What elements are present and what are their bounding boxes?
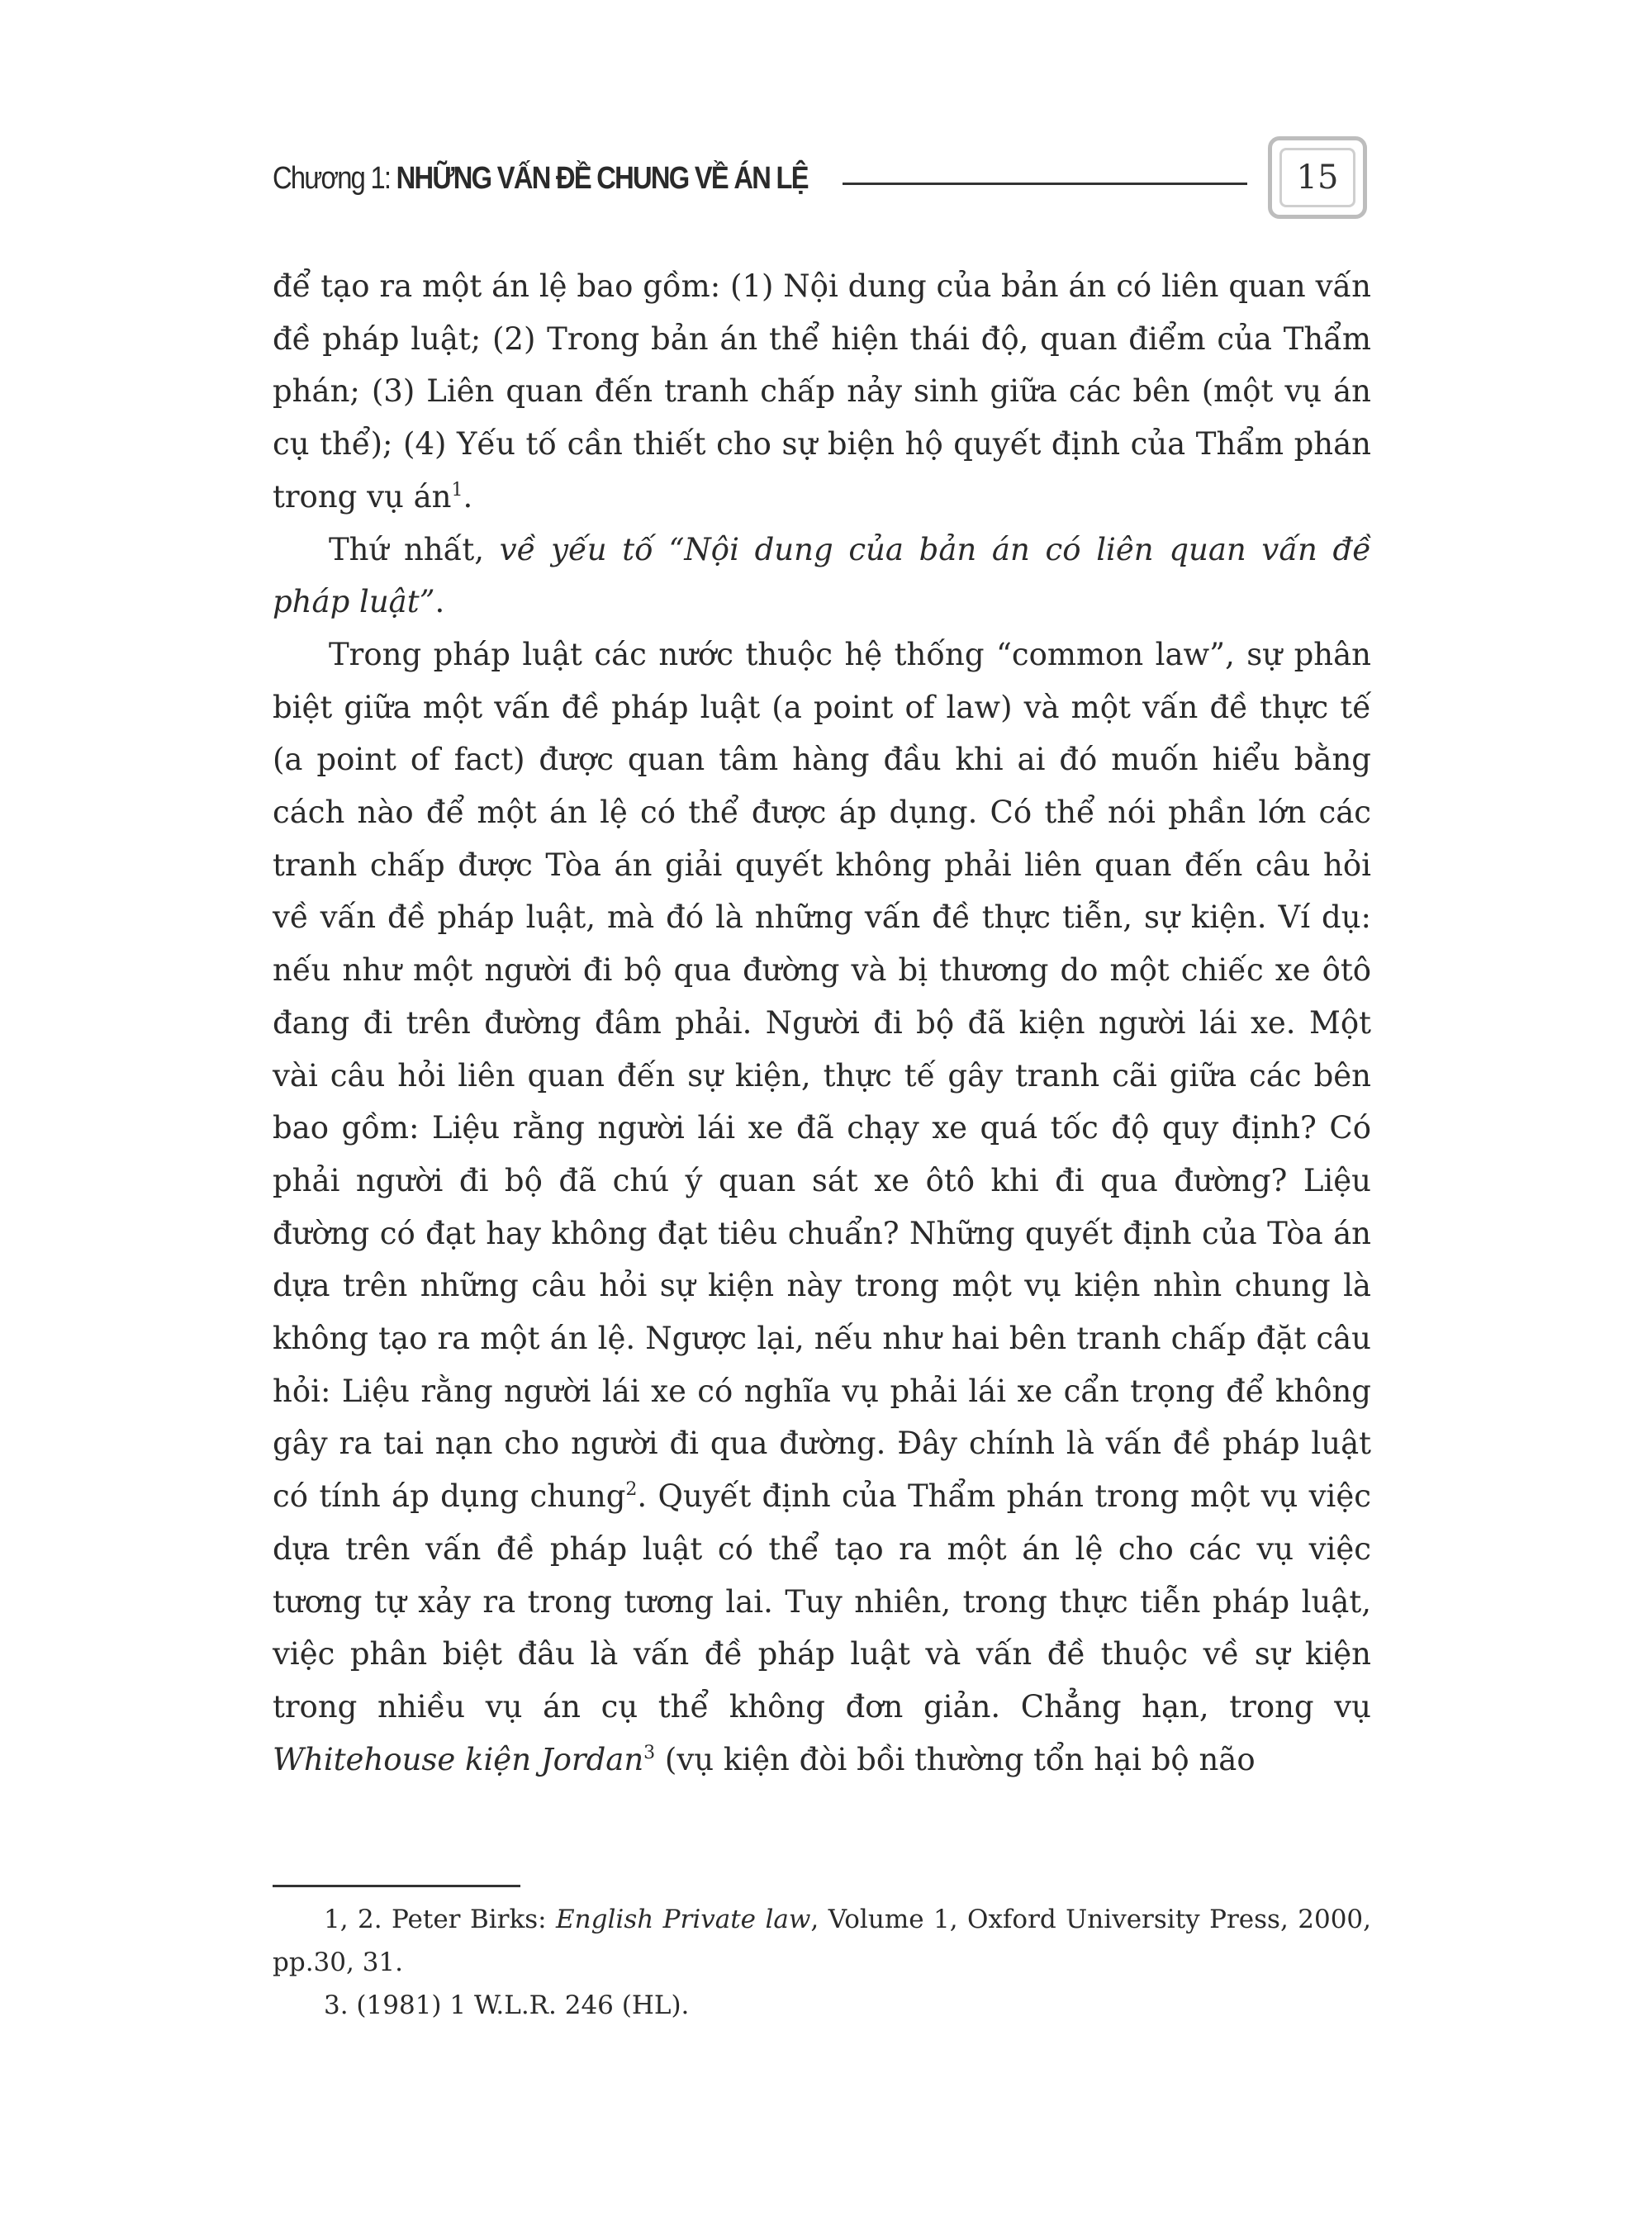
paragraph-2: Thứ nhất, về yếu tố “Nội dung của bản án có liên quan vấn đề pháp luật”.: [273, 531, 1371, 620]
footnote-3: 3. (1981) 1 W.L.R. 246 (HL).: [324, 1990, 690, 2020]
case-name: Whitehouse kiện Jordan: [273, 1741, 644, 1777]
footnote-ref-3[interactable]: 3: [643, 1742, 656, 1763]
footnotes: [273, 1898, 1371, 2027]
chapter-heading: [273, 161, 808, 197]
footnote-separator: [273, 1885, 520, 1887]
header-rule: [843, 183, 1247, 185]
page-number-box: [1268, 136, 1367, 219]
body-text: [273, 260, 1371, 1786]
chapter-prefix: Chương 1:: [273, 161, 396, 196]
footnote-ref-2[interactable]: 2: [625, 1479, 638, 1501]
footnote-ref-1[interactable]: 1: [451, 479, 463, 501]
running-header: [273, 136, 1371, 227]
page-number: 15: [1296, 159, 1339, 197]
chapter-title: NHỮNG VẤN ĐỀ CHUNG VỀ ÁN LỆ: [396, 161, 808, 196]
paragraph-1: để tạo ra một án lệ bao gồm: (1) Nội dung của bản án có liên quan vấn đề pháp luật; (2) Trong bản án thể hiện thái độ, quan điểm của Thẩm phán; (3) Liên quan đến tranh chấp nảy sinh giữa các bên (một vụ án cụ thể); (4) Yếu tố cần thiết cho sự biện hộ quyết định của Thẩm phán trong vụ $án^1$.: [273, 268, 1371, 515]
paragraph-3: Trong pháp luật các nước thuộc hệ thống “common law”, sự phân biệt giữa một vấn đề pháp luật (a point of law) và một vấn đề thực tế (a point of fact) được quan tâm hàng đầu khi ai đó muốn hiểu bằng cách nào để một án lệ có thể được áp dụng. Có thể nói phần lớn các tranh chấp được Tòa án giải quyết không phải liên quan đến câu hỏi về vấn đề pháp luật, mà đó là những vấn đề thực tiễn, sự kiện. Ví dụ: nếu như một người đi bộ qua đường và bị thương do một chiếc xe ôtô đang đi trên đường đâm phải. Người đi bộ đã kiện người lái xe. Một vài câu hỏi liên quan đến sự kiện, thực tế gây tranh cãi giữa các bên bao gồm: Liệu rằng người lái xe đã chạy xe quá tốc độ quy định? Có phải người đi bộ đã chú ý quan sát xe ôtô khi đi qua đường? Liệu đường có đạt hay không đạt tiêu chuẩn? Những quyết định của Tòa án dựa trên những câu hỏi sự kiện này trong một vụ kiện nhìn chung là không tạo ra một án lệ. Ngược lại, nếu như hai bên tranh chấp đặt câu hỏi: Liệu rằng người lái xe có nghĩa vụ phải lái xe cẩn trọng để không gây ra tai nạn cho người đi qua đường. Đây chính là vấn đề pháp luật có tính áp dụng chung$^2$. Quyết định của Thẩm phán trong một vụ việc dựa trên vấn đề pháp luật có thể tạo ra một án lệ cho các vụ việc tương tự xảy ra trong tương lai. Tuy nhiên, trong thực tiễn pháp luật, việc phân biệt đâu là vấn đề pháp luật và vấn đề thuộc về sự kiện trong nhiều vụ án cụ thể không đơn giản. Chẳng hạn, trong vụ Whitehouse kiện Jordan$^3$ (vụ kiện đòi bồi thường tổn hại bộ não: [273, 636, 1372, 1777]
paragraph-2-italic: về yếu tố “Nội dung của bản án có liên quan vấn đề pháp luật”: [273, 531, 1371, 620]
footnote-1-2: 1, 2. Peter Birks: English Private law, Volume 1, Oxford University Press, 2000, pp.30, 31.: [273, 1905, 1372, 1977]
